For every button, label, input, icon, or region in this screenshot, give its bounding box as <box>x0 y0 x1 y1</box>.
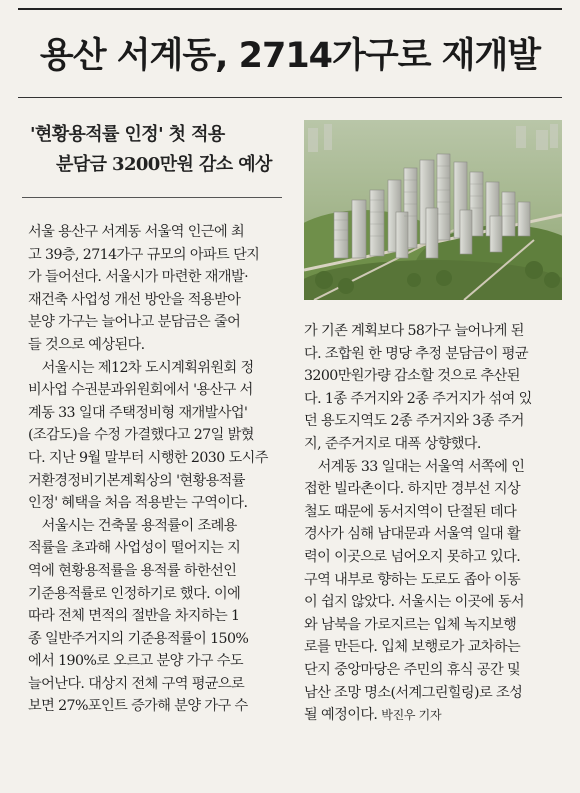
text-line: 종 일반주거지의 기준용적률이 150% <box>28 630 249 647</box>
text-line: 따라 전체 면적의 절반을 차지하는 1 <box>28 608 240 625</box>
headline: 용산 서계동, 2714가구로 재개발 <box>39 36 541 76</box>
closing-line <box>304 704 566 727</box>
top-rule <box>18 8 562 10</box>
text-line: 에서 190%로 오르고 분양 가구 수도 <box>28 653 243 670</box>
text-line: 서울 용산구 서계동 서울역 인근에 최 <box>28 224 245 240</box>
text-line: 서계동 33 일대는 서울역 서쪽에 인 <box>304 458 525 475</box>
text-line: 단지 중앙마당은 주민의 휴식 공간 및 <box>304 661 521 678</box>
subheads <box>30 120 280 180</box>
text-line: 보면 27%포인트 증가해 분양 가구 수 <box>28 698 248 715</box>
text-line: 계동 33 일대 주택정비형 재개발사업' <box>28 404 248 421</box>
text-line: 이 쉽지 않았다. 서울시는 이곳에 동서 <box>304 594 525 611</box>
text-line: 와 남북을 가로지르는 입체 녹지보행 <box>304 616 517 633</box>
subhead-1: '현황용적률 인정' 첫 적용 <box>30 124 225 145</box>
subhead-2: 분담금 3200만원 감소 예상 <box>56 154 272 175</box>
text-line: 고 39층, 2714가구 규모의 아파트 단지 <box>28 246 260 263</box>
text-line: 분양 가구는 늘어나고 분담금은 줄어 <box>28 314 241 331</box>
text-line: 철도 때문에 동서지역이 단절된 데다 <box>304 503 517 520</box>
text-line: 3200만원가량 감소할 것으로 추산된 <box>304 368 520 385</box>
article-body-right <box>304 320 566 727</box>
text-line: 던 용도지역도 2종 주거지와 3종 주거 <box>304 413 524 430</box>
text-line: 경사가 심해 남대문과 서울역 일대 활 <box>304 526 521 543</box>
text-line: 역에 현황용적률을 용적률 하한선인 <box>28 562 237 579</box>
text-line: 늘어난다. 대상지 전체 구역 평균으로 <box>28 675 245 692</box>
text-line: 서울시는 건축물 용적률이 조례용 <box>28 517 237 534</box>
text-line: 접한 빌라촌이다. 하지만 경부선 지상 <box>304 481 521 498</box>
text-line: 적률을 초과해 사업성이 떨어지는 지 <box>28 540 241 557</box>
text-line: 지, 준주거지로 대폭 상향했다. <box>304 435 481 452</box>
text-line: 인정' 혜택을 처음 적용받는 구역이다. <box>28 495 248 512</box>
text-line: 가 기존 계획보다 58가구 늘어나게 된 <box>304 323 524 339</box>
text-line: 다. 1종 주거지와 2종 주거지가 섞여 있 <box>304 390 532 407</box>
last-text-line: 될 예정이다. <box>304 707 378 724</box>
text-line: 다. 조합원 한 명당 추정 분담금이 평균 <box>304 345 528 362</box>
text-line: 력이 이곳으로 넘어오지 못하고 있다. <box>304 548 521 565</box>
subhead-rule <box>22 197 282 198</box>
text-line: 구역 내부로 향하는 도로도 좁아 이동 <box>304 571 521 588</box>
text-line: 남산 조망 명소(서계그린힐링)로 조성 <box>304 684 523 701</box>
text-line: (조감도)을 수정 가결했다고 27일 밝혔 <box>28 427 254 444</box>
text-line: 비사업 수권분과위원회에서 '용산구 서 <box>28 382 253 399</box>
byline: 박진우 기자 <box>381 708 442 723</box>
text-line: 기준용적률로 인정하기로 했다. 이에 <box>28 585 241 602</box>
text-line: 다. 지난 9월 말부터 시행한 2030 도시주 <box>28 449 268 466</box>
text-line: 거환경정비기본계획상의 '현황용적률 <box>28 472 245 489</box>
text-line: 로를 만든다. 입체 보행로가 교차하는 <box>304 639 521 656</box>
headline-rule <box>18 97 562 98</box>
text-line: 서울시는 제12차 도시계획위원회 정 <box>28 359 254 376</box>
text-line: 가 들어선다. 서울시가 마련한 재개발· <box>28 269 249 286</box>
text-line: 들 것으로 예상된다. <box>28 336 145 353</box>
aerial-rendering-image <box>304 120 562 300</box>
article-body-left <box>28 221 290 718</box>
text-line: 재건축 사업성 개선 방안을 적용받아 <box>28 291 241 308</box>
